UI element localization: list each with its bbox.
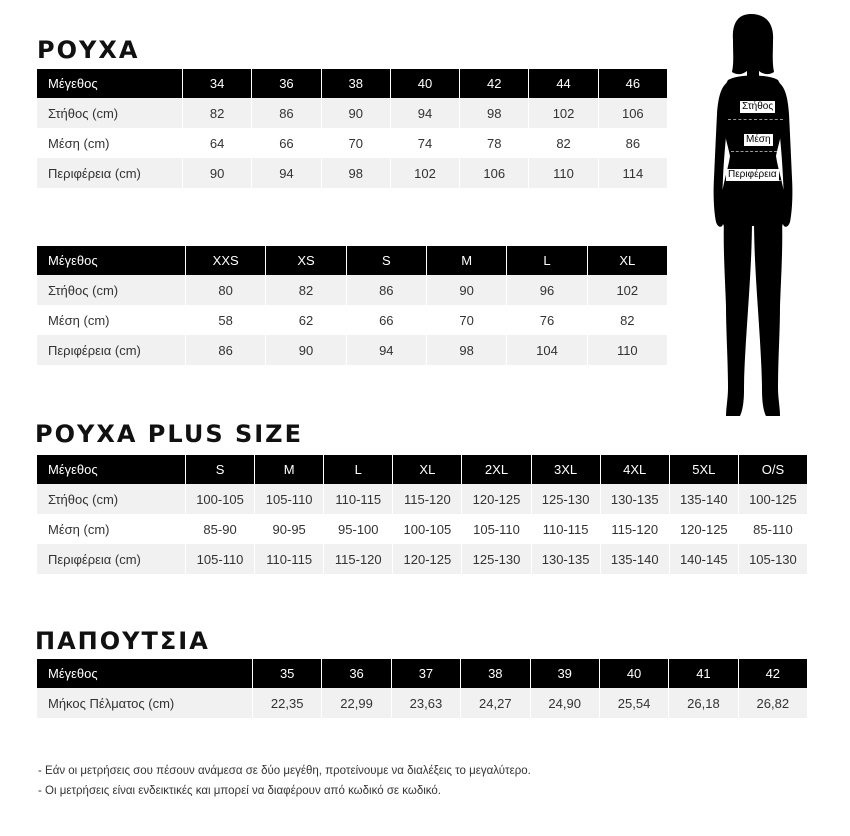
measurement-value: 106 xyxy=(599,98,667,128)
measurement-label: Περιφέρεια (cm) xyxy=(37,544,185,574)
measurement-value: 86 xyxy=(599,128,667,158)
size-header-cell: L xyxy=(507,246,586,275)
measurement-value: 135-140 xyxy=(670,484,738,514)
size-header-cell: 42 xyxy=(739,659,807,688)
measurement-label: Μήκος Πέλματος (cm) xyxy=(37,688,252,718)
size-header-cell: XL xyxy=(393,455,461,484)
measurement-value: 110 xyxy=(529,158,597,188)
measurement-value: 66 xyxy=(347,305,426,335)
measurement-label: Μέση (cm) xyxy=(37,128,182,158)
size-header-cell: L xyxy=(324,455,392,484)
size-header-cell: S xyxy=(347,246,426,275)
measurement-value: 70 xyxy=(322,128,390,158)
size-header-cell: 42 xyxy=(460,69,528,98)
measurement-value: 78 xyxy=(460,128,528,158)
measurement-value: 96 xyxy=(507,275,586,305)
size-header-cell: XXS xyxy=(186,246,265,275)
table-row xyxy=(37,484,807,514)
size-notes xyxy=(38,761,531,801)
table-row xyxy=(37,305,667,335)
measurement-value: 102 xyxy=(529,98,597,128)
measurement-value: 25,54 xyxy=(600,688,668,718)
table-row xyxy=(37,128,667,158)
clothing-title: ΡΟΥΧΑ xyxy=(37,36,140,64)
measurement-value: 82 xyxy=(183,98,251,128)
measurement-value: 104 xyxy=(507,335,586,365)
measurement-value: 82 xyxy=(266,275,345,305)
measurement-value: 102 xyxy=(391,158,459,188)
size-header-cell: 38 xyxy=(461,659,529,688)
measurement-value: 80 xyxy=(186,275,265,305)
body-measurement-figure xyxy=(688,10,818,422)
size-header-cell: 37 xyxy=(392,659,460,688)
measurement-value: 135-140 xyxy=(601,544,669,574)
measurement-value: 100-125 xyxy=(739,484,807,514)
measurement-label: Στήθος (cm) xyxy=(37,484,185,514)
measurement-value: 110-115 xyxy=(255,544,323,574)
measurement-value: 64 xyxy=(183,128,251,158)
measurement-label: Μέση (cm) xyxy=(37,305,185,335)
measurement-value: 102 xyxy=(588,275,667,305)
woman-silhouette-icon xyxy=(688,10,818,422)
table-row xyxy=(37,335,667,365)
measurement-value: 22,99 xyxy=(322,688,390,718)
measurement-value: 114 xyxy=(599,158,667,188)
size-header-label: Μέγεθος xyxy=(37,455,185,484)
size-header-cell: 46 xyxy=(599,69,667,98)
measurement-value: 26,82 xyxy=(739,688,807,718)
size-header-cell: 38 xyxy=(322,69,390,98)
measurement-value: 70 xyxy=(427,305,506,335)
table-row xyxy=(37,688,807,718)
measurement-value: 115-120 xyxy=(601,514,669,544)
size-header-cell: O/S xyxy=(739,455,807,484)
measurement-value: 90 xyxy=(266,335,345,365)
plus-size-title: ΡΟΥΧΑ PLUS SIZE xyxy=(35,420,303,448)
measurement-label: Περιφέρεια (cm) xyxy=(37,335,185,365)
size-header-row xyxy=(37,455,807,484)
measurement-value: 125-130 xyxy=(532,484,600,514)
measurement-value: 58 xyxy=(186,305,265,335)
size-header-cell: XL xyxy=(588,246,667,275)
size-header-row xyxy=(37,659,807,688)
measurement-value: 86 xyxy=(347,275,426,305)
measurement-value: 105-110 xyxy=(186,544,254,574)
measurement-value: 110-115 xyxy=(324,484,392,514)
size-header-label: Μέγεθος xyxy=(37,659,252,688)
size-header-cell: 40 xyxy=(600,659,668,688)
measurement-value: 105-110 xyxy=(255,484,323,514)
size-header-cell: 4XL xyxy=(601,455,669,484)
size-header-cell: 36 xyxy=(252,69,320,98)
hips-label: Περιφέρεια xyxy=(728,169,777,180)
measurement-value: 62 xyxy=(266,305,345,335)
size-header-row xyxy=(37,246,667,275)
size-header-cell: 2XL xyxy=(462,455,530,484)
waist-measure-line xyxy=(731,151,777,152)
measurement-value: 130-135 xyxy=(601,484,669,514)
measurement-value: 130-135 xyxy=(532,544,600,574)
measurement-value: 125-130 xyxy=(462,544,530,574)
size-header-cell: 39 xyxy=(531,659,599,688)
measurement-value: 86 xyxy=(186,335,265,365)
measurement-label: Στήθος (cm) xyxy=(37,275,185,305)
measurement-value: 90 xyxy=(427,275,506,305)
size-header-cell: 35 xyxy=(253,659,321,688)
measurement-value: 24,27 xyxy=(461,688,529,718)
measurement-value: 95-100 xyxy=(324,514,392,544)
measurement-value: 115-120 xyxy=(324,544,392,574)
measurement-value: 120-125 xyxy=(670,514,738,544)
measurement-value: 106 xyxy=(460,158,528,188)
measurement-value: 110 xyxy=(588,335,667,365)
measurement-value: 85-110 xyxy=(739,514,807,544)
plus-size-table xyxy=(36,455,808,574)
bust-label: Στήθος xyxy=(742,101,774,112)
size-header-row xyxy=(37,69,667,98)
measurement-value: 76 xyxy=(507,305,586,335)
note-1: - Εάν οι μετρήσεις σου πέσουν ανάμεσα σε δύο μεγέθη, προτείνουμε να διαλέξεις το μεγαλύτερο. xyxy=(38,765,531,777)
measurement-value: 86 xyxy=(252,98,320,128)
measurement-value: 90 xyxy=(322,98,390,128)
table-row xyxy=(37,514,807,544)
measurement-value: 94 xyxy=(252,158,320,188)
measurement-value: 110-115 xyxy=(532,514,600,544)
measurement-value: 120-125 xyxy=(462,484,530,514)
measurement-value: 23,63 xyxy=(392,688,460,718)
measurement-value: 100-105 xyxy=(393,514,461,544)
measurement-value: 98 xyxy=(460,98,528,128)
measurement-value: 98 xyxy=(427,335,506,365)
measurement-value: 115-120 xyxy=(393,484,461,514)
shoes-title: ΠΑΠΟΥΤΣΙΑ xyxy=(35,627,210,655)
measurement-value: 90 xyxy=(183,158,251,188)
size-header-cell: 5XL xyxy=(670,455,738,484)
measurement-value: 22,35 xyxy=(253,688,321,718)
size-header-cell: 3XL xyxy=(532,455,600,484)
clothing-size-table-numeric xyxy=(36,69,668,188)
measurement-value: 26,18 xyxy=(669,688,737,718)
measurement-value: 66 xyxy=(252,128,320,158)
size-header-label: Μέγεθος xyxy=(37,69,182,98)
measurement-value: 82 xyxy=(529,128,597,158)
table-row xyxy=(37,275,667,305)
size-header-cell: 44 xyxy=(529,69,597,98)
bust-measure-line xyxy=(728,119,783,120)
size-header-cell: 41 xyxy=(669,659,737,688)
size-header-cell: M xyxy=(255,455,323,484)
table-row xyxy=(37,544,807,574)
table-row xyxy=(37,158,667,188)
table-row xyxy=(37,98,667,128)
size-header-cell: 34 xyxy=(183,69,251,98)
measurement-value: 85-90 xyxy=(186,514,254,544)
size-header-cell: M xyxy=(427,246,506,275)
size-header-cell: 40 xyxy=(391,69,459,98)
shoe-size-table xyxy=(36,659,808,718)
clothing-size-table-letter xyxy=(36,246,668,365)
size-header-label: Μέγεθος xyxy=(37,246,185,275)
measurement-value: 94 xyxy=(391,98,459,128)
measurement-value: 98 xyxy=(322,158,390,188)
measurement-label: Μέση (cm) xyxy=(37,514,185,544)
measurement-value: 90-95 xyxy=(255,514,323,544)
size-header-cell: XS xyxy=(266,246,345,275)
measurement-value: 105-130 xyxy=(739,544,807,574)
note-2: - Οι μετρήσεις είναι ενδεικτικές και μπορεί να διαφέρουν από κωδικό σε κωδικό. xyxy=(38,785,441,797)
measurement-value: 24,90 xyxy=(531,688,599,718)
measurement-value: 105-110 xyxy=(462,514,530,544)
measurement-value: 74 xyxy=(391,128,459,158)
waist-label: Μέση xyxy=(746,134,771,145)
measurement-label: Στήθος (cm) xyxy=(37,98,182,128)
measurement-label: Περιφέρεια (cm) xyxy=(37,158,182,188)
measurement-value: 94 xyxy=(347,335,426,365)
measurement-value: 82 xyxy=(588,305,667,335)
measurement-value: 100-105 xyxy=(186,484,254,514)
measurement-value: 120-125 xyxy=(393,544,461,574)
size-header-cell: 36 xyxy=(322,659,390,688)
measurement-value: 140-145 xyxy=(670,544,738,574)
size-header-cell: S xyxy=(186,455,254,484)
